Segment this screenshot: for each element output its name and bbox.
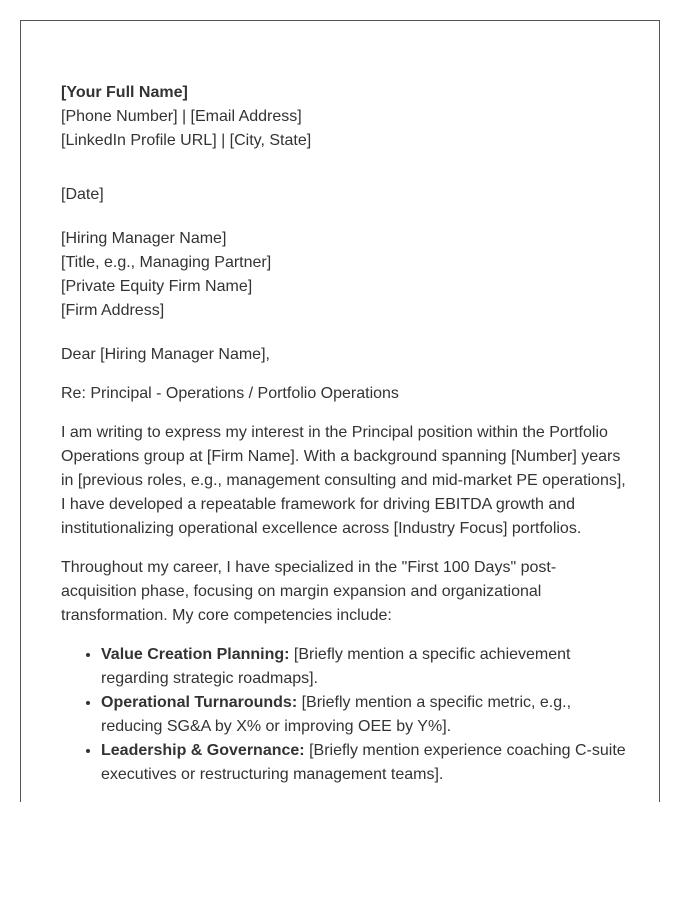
competency-title: Leadership & Governance:	[101, 742, 305, 759]
recipient-name: [Hiring Manager Name]	[61, 230, 227, 247]
subject-line: Re: Principal - Operations / Portfolio Operations	[61, 385, 399, 402]
list-item	[101, 643, 631, 691]
competency-title: Value Creation Planning:	[101, 646, 290, 663]
letter-content	[61, 81, 631, 787]
list-item	[101, 691, 631, 739]
competency-title: Operational Turnarounds:	[101, 694, 298, 711]
sender-header	[61, 81, 631, 153]
competency-text: [Briefly mention experience coaching C-suite executives or restructuring management teams].	[101, 742, 626, 783]
date-block	[61, 183, 631, 207]
body-paragraph: I am writing to express my interest in the Principal position within the Portfolio Operations group at [Firm Name]. With a background spanning [Number] years in [previous roles, e.g., management consulting and mid-market PE operations], I have developed a repeatable framework for driving EBITDA growth and institutionalizing operational excellence across [Industry Focus] portfolios.	[61, 424, 626, 537]
body-paragraph: Throughout my career, I have specialized in the "First 100 Days" post-acquisition phase, focusing on margin expansion and organizational transformation. My core competencies include:	[61, 559, 557, 624]
competency-text: [Briefly mention a specific metric, e.g., reducing SG&A by X% or improving OEE by Y%].	[101, 694, 572, 735]
sender-contact-line-1: [Phone Number] | [Email Address]	[61, 108, 302, 125]
recipient-title: [Title, e.g., Managing Partner]	[61, 254, 272, 271]
list-item	[101, 739, 631, 787]
competency-text: [Briefly mention a specific achievement regarding strategic roadmaps].	[101, 646, 571, 687]
letter-date: [Date]	[61, 186, 104, 203]
recipient-address: [Firm Address]	[61, 302, 165, 319]
competencies-list	[61, 643, 631, 787]
sender-contact-line-2: [LinkedIn Profile URL] | [City, State]	[61, 132, 312, 149]
letter-page	[20, 20, 660, 802]
recipient-block	[61, 227, 631, 323]
salutation: Dear [Hiring Manager Name],	[61, 346, 270, 363]
sender-name: [Your Full Name]	[61, 84, 188, 101]
recipient-firm: [Private Equity Firm Name]	[61, 278, 253, 295]
